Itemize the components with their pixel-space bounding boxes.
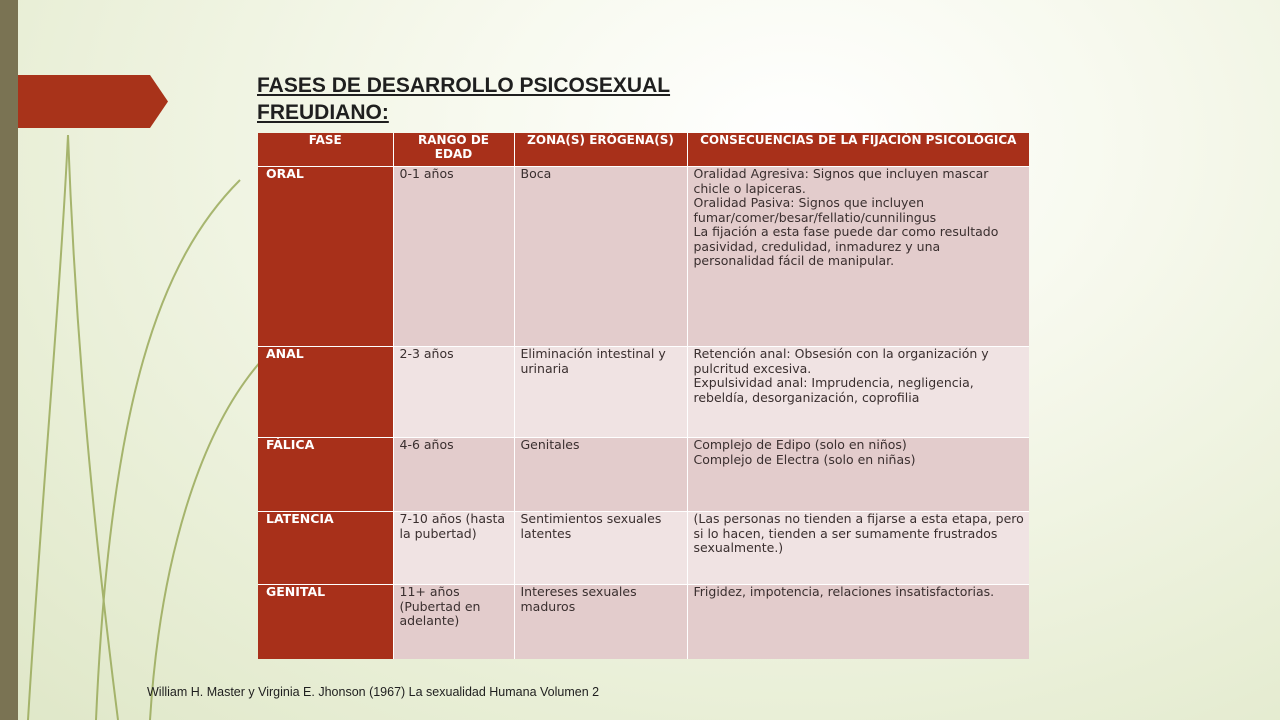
age-range: 4-6 años (393, 438, 514, 512)
table-row (258, 585, 1029, 659)
consequence-line: Oralidad Pasiva: Signos que incluyen fumar/comer/besar/fellatio/cunnilingus (693, 195, 937, 225)
phase-name: FÁLICA (258, 438, 393, 512)
phase-name: GENITAL (258, 585, 393, 659)
title-line-1: FASES DE DESARROLLO PSICOSEXUAL (257, 74, 671, 97)
table-row (258, 347, 1029, 438)
age-range: 0-1 años (393, 167, 514, 347)
consequences (687, 347, 1029, 438)
consequences (687, 438, 1029, 512)
consequences (687, 512, 1029, 585)
erogenous-zone: Boca (514, 167, 687, 347)
erogenous-zone: Intereses sexuales maduros (514, 585, 687, 659)
age-range: 7-10 años (hasta la pubertad) (393, 512, 514, 585)
age-range: 11+ años (Pubertad en adelante) (393, 585, 514, 659)
header-consecuencias: CONSECUENCIAS DE LA FIJACIÓN PSICOLÓGICA (687, 133, 1029, 167)
consequence-line: Complejo de Electra (solo en niñas) (693, 451, 916, 467)
table-header-row (258, 133, 1029, 167)
consequence-line: Frigidez, impotencia, relaciones insatisfactorias. (693, 584, 995, 599)
erogenous-zone: Sentimientos sexuales latentes (514, 512, 687, 585)
consequences (687, 585, 1029, 659)
header-fase: FASE (258, 133, 393, 167)
phase-name: ORAL (258, 167, 393, 347)
consequence-line: Complejo de Edipo (solo en niños) (693, 437, 907, 452)
header-zona: ZONA(S) ERÓGENA(S) (514, 133, 687, 167)
table-row (258, 167, 1029, 347)
erogenous-zone: Eliminación intestinal y urinaria (514, 347, 687, 438)
table-row (258, 512, 1029, 585)
phases-table (258, 133, 1029, 659)
left-side-bar (0, 0, 18, 720)
table-row (258, 438, 1029, 512)
consequence-line: Retención anal: Obsesión con la organización y pulcritud excesiva. (693, 346, 989, 376)
title-arrow-shape (18, 75, 168, 128)
erogenous-zone: Genitales (514, 438, 687, 512)
consequence-line: (Las personas no tienden a fijarse a esta etapa, pero si lo hacen, tienden a ser sumamente frustrados sexualmente.) (693, 511, 1024, 555)
title-line-2: FREUDIANO: (257, 101, 389, 124)
citation: William H. Master y Virginia E. Jhonson (1967) La sexualidad Humana Volumen 2 (147, 685, 600, 699)
phase-name: LATENCIA (258, 512, 393, 585)
phase-name: ANAL (258, 347, 393, 438)
consequence-line: Oralidad Agresiva: Signos que incluyen mascar chicle o lapiceras. (693, 166, 989, 196)
age-range: 2-3 años (393, 347, 514, 438)
page-title (257, 72, 777, 126)
consequence-line: Expulsividad anal: Imprudencia, negligencia, rebeldía, desorganización, coprofilia (693, 375, 974, 405)
consequences (687, 167, 1029, 347)
header-rango: RANGO DE EDAD (393, 133, 514, 167)
consequence-line: La fijación a esta fase puede dar como resultado pasividad, credulidad, inmadurez y una personalidad fácil de manipular. (693, 224, 999, 268)
phases-table-container (258, 133, 1029, 658)
